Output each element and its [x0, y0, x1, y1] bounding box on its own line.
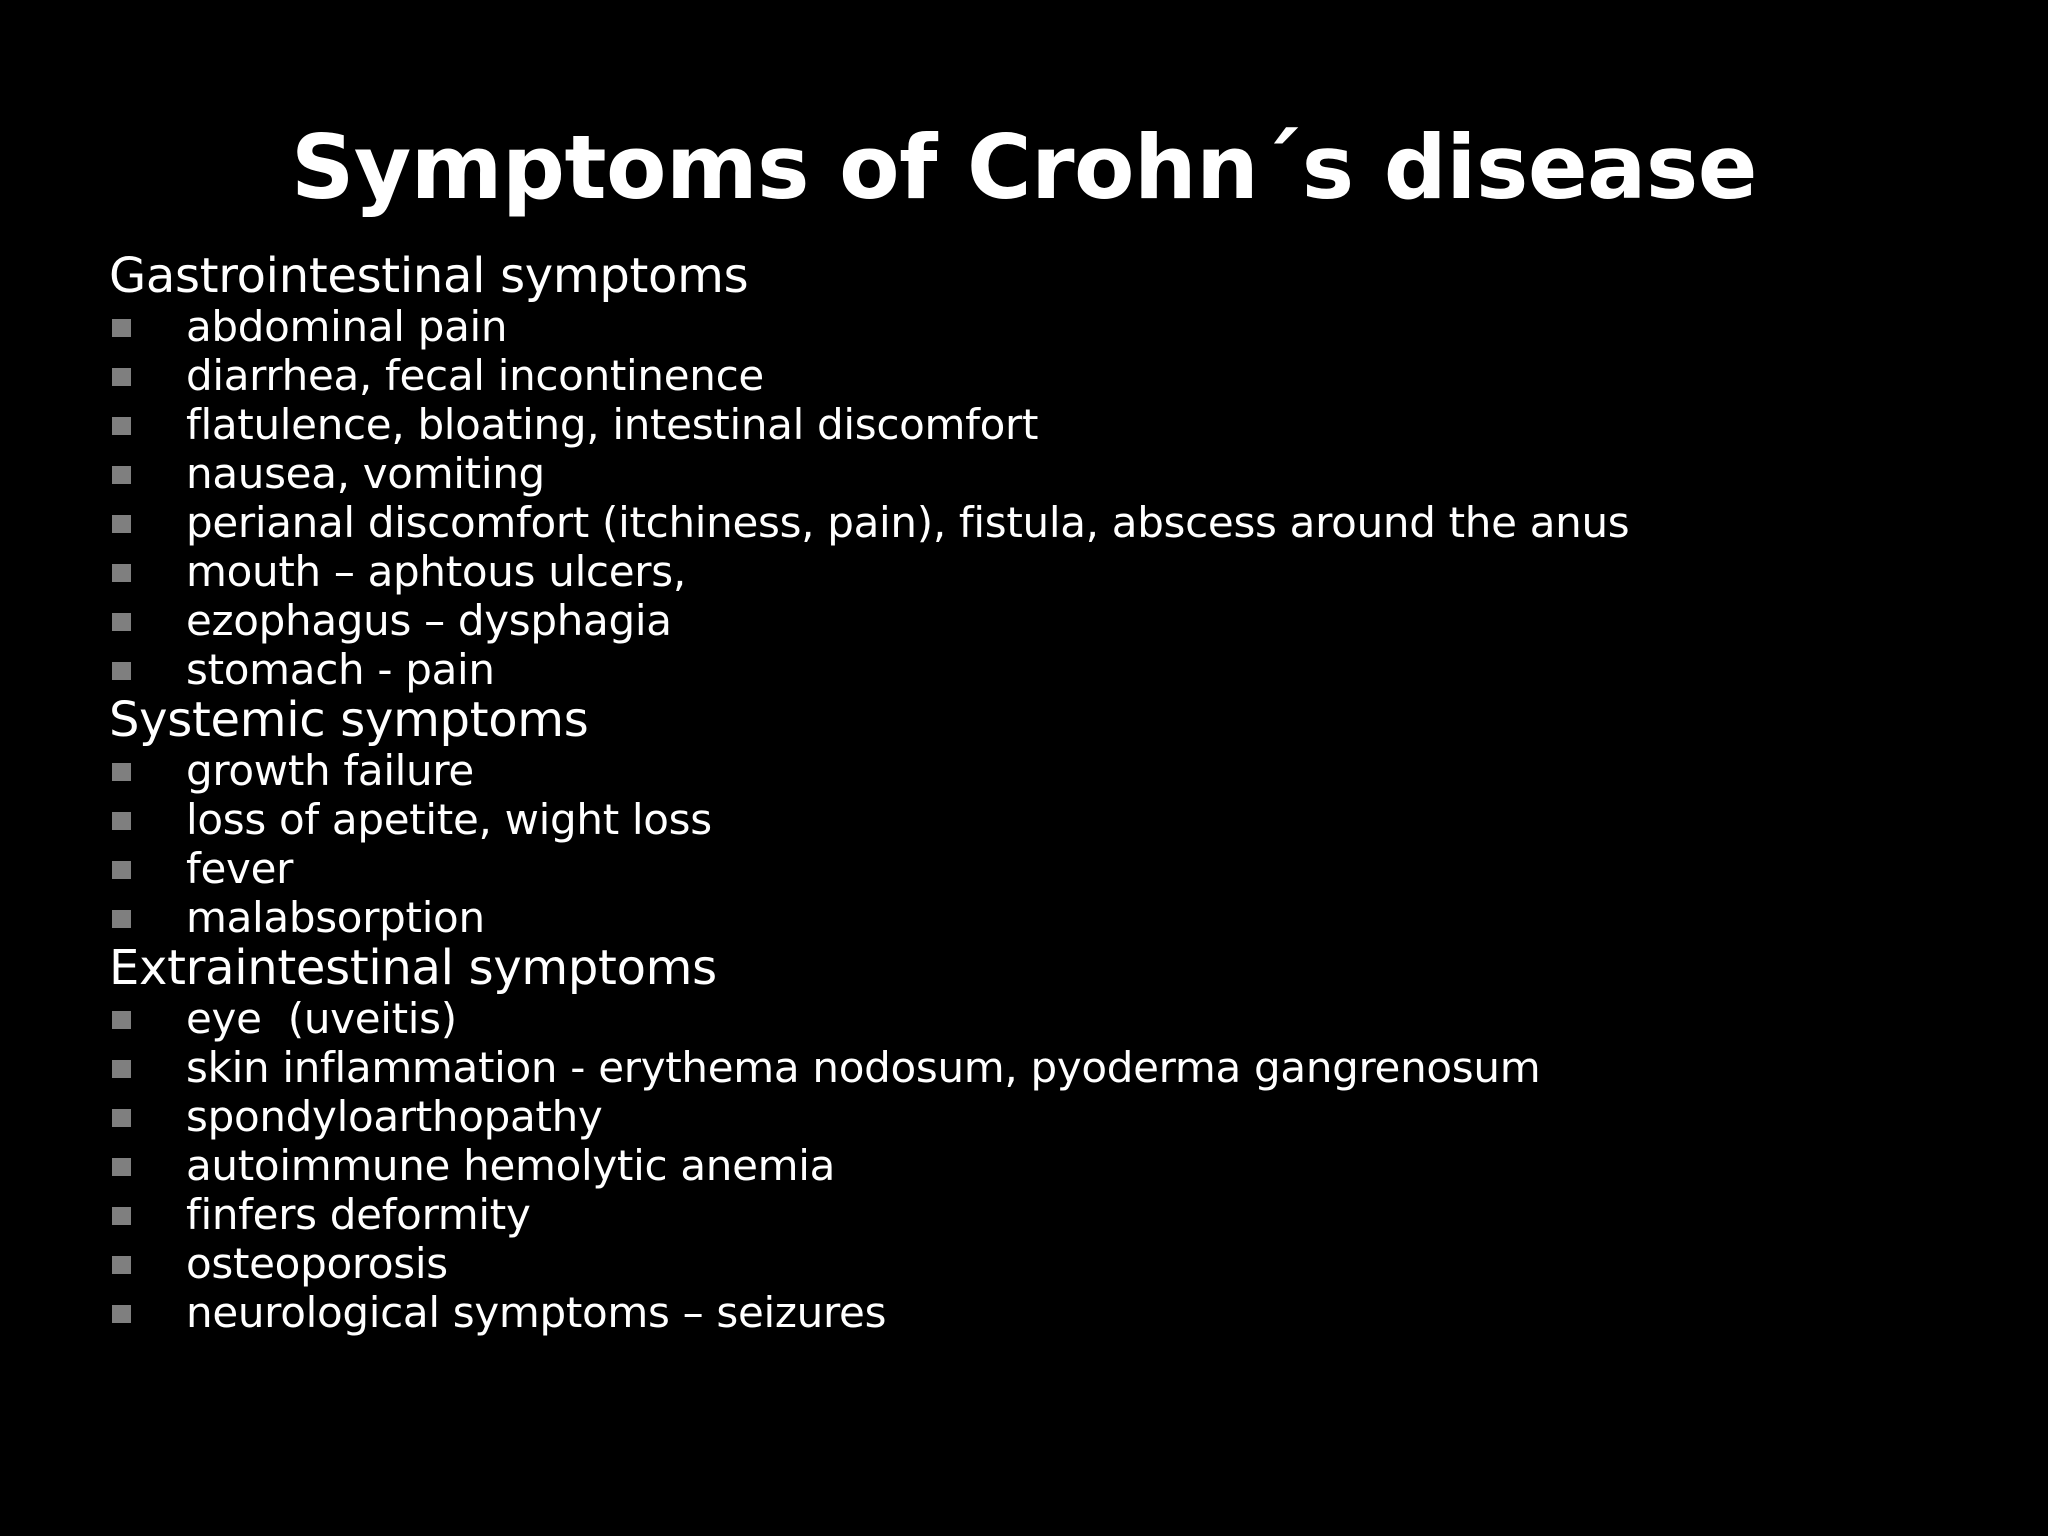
square-bullet-icon: [112, 1158, 131, 1176]
square-bullet-icon: [112, 466, 131, 484]
section-heading: Extraintestinal symptoms: [109, 940, 717, 996]
section-heading: Systemic symptoms: [109, 692, 589, 748]
list-item: [109, 449, 1989, 498]
list-item-text: nausea, vomiting: [186, 449, 545, 498]
square-bullet-icon: [112, 1305, 131, 1323]
list-item-text: flatulence, bloating, intestinal discomfort: [186, 400, 1039, 449]
list-item-text: abdominal pain: [186, 302, 508, 351]
square-bullet-icon: [112, 319, 131, 337]
list-item-text: loss of apetite, wight loss: [186, 795, 712, 844]
square-bullet-icon: [112, 564, 131, 582]
list-item: [109, 351, 1989, 400]
list-item: [109, 1190, 1989, 1239]
list-item-text: ezophagus – dysphagia: [186, 596, 672, 645]
list-item-text: autoimmune hemolytic anemia: [186, 1141, 836, 1190]
square-bullet-icon: [112, 662, 131, 680]
list-item: [109, 1141, 1989, 1190]
list-item: [109, 1239, 1989, 1288]
list-item: [109, 1043, 1989, 1092]
square-bullet-icon: [112, 1060, 131, 1078]
square-bullet-icon: [112, 812, 131, 830]
list-item-text: growth failure: [186, 746, 474, 795]
list-item-text: malabsorption: [186, 893, 485, 942]
list-item: [109, 498, 1989, 547]
square-bullet-icon: [112, 1207, 131, 1225]
list-item: [109, 1092, 1989, 1141]
square-bullet-icon: [112, 1109, 131, 1127]
square-bullet-icon: [112, 763, 131, 781]
square-bullet-icon: [112, 1256, 131, 1274]
square-bullet-icon: [112, 910, 131, 928]
list-item-text: spondyloarthopathy: [186, 1092, 603, 1141]
list-item: [109, 547, 1989, 596]
section-gastrointestinal: [109, 250, 1989, 694]
square-bullet-icon: [112, 515, 131, 533]
list-item: [109, 1288, 1989, 1337]
section-heading: Gastrointestinal symptoms: [109, 248, 749, 304]
square-bullet-icon: [112, 613, 131, 631]
square-bullet-icon: [112, 1011, 131, 1029]
square-bullet-icon: [112, 417, 131, 435]
list-item: [109, 645, 1989, 694]
list-item-text: finfers deformity: [186, 1190, 531, 1239]
list-item: [109, 746, 1989, 795]
list-item-text: fever: [186, 844, 294, 893]
list-item: [109, 994, 1989, 1043]
list-item-text: stomach - pain: [186, 645, 495, 694]
list-item-text: skin inflammation - erythema nodosum, pyoderma gangrenosum: [186, 1043, 1541, 1092]
section-systemic: [109, 694, 1989, 942]
square-bullet-icon: [112, 861, 131, 879]
list-item: [109, 844, 1989, 893]
list-item-text: osteoporosis: [186, 1239, 448, 1288]
section-extraintestinal: [109, 942, 1989, 1337]
square-bullet-icon: [112, 368, 131, 386]
list-item: [109, 795, 1989, 844]
slide-content: [109, 250, 1989, 1337]
list-item-text: mouth – aphtous ulcers,: [186, 547, 686, 596]
list-item: [109, 302, 1989, 351]
slide-title: Symptoms of Crohn´s disease: [291, 116, 1757, 219]
list-item: [109, 596, 1989, 645]
list-item-text: perianal discomfort (itchiness, pain), fistula, abscess around the anus: [186, 498, 1630, 547]
list-item: [109, 400, 1989, 449]
list-item-text: eye (uveitis): [186, 994, 457, 1043]
list-item: [109, 893, 1989, 942]
list-item-text: neurological symptoms – seizures: [186, 1288, 887, 1337]
list-item-text: diarrhea, fecal incontinence: [186, 351, 764, 400]
